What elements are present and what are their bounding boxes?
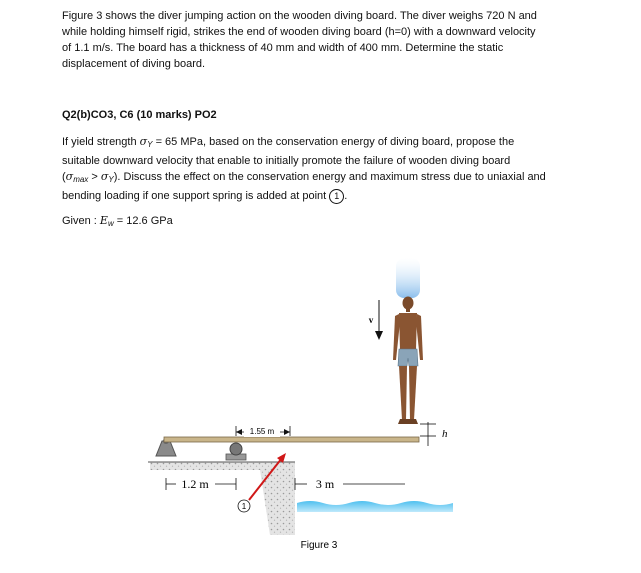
diver-feet: [398, 419, 418, 424]
diver-leg-left: [399, 366, 407, 420]
diver-shorts: [398, 349, 418, 366]
ground-platform: [150, 462, 295, 535]
dim-12-label: 1.2 m: [181, 477, 209, 491]
given-line: Given : $E_w = 12.6$ GPa: [62, 214, 173, 228]
diver-figure: [393, 297, 423, 425]
problem-line-4: displacement of diving board.: [62, 58, 206, 70]
diver-head: [403, 297, 414, 310]
question-header: Q2(b)CO3, C6 (10 marks) PO2: [62, 109, 217, 121]
question-line-3: $(\sigma_{max} > \sigma_Y)$. Discuss the effect on the conservation energy and maximum stress due to uniaxial and: [62, 170, 546, 184]
sigma-y-symbol: σ: [139, 135, 148, 148]
figure-caption: Figure 3: [300, 540, 338, 551]
question-line-1: If yield strength $\sigma_Y = 65$ MPa, based on the conservation energy of diving board, propose the: [62, 135, 515, 149]
diving-board: [164, 437, 419, 442]
velocity-label: v: [368, 315, 374, 325]
point-1-label: 1: [241, 502, 247, 511]
diver-torso: [399, 313, 417, 350]
dim-155-arrow-right: [284, 429, 290, 435]
dim-3-label: 3 m: [315, 477, 335, 491]
dim-155-label: 1.55 m: [249, 427, 275, 436]
diver-leg-right: [409, 366, 417, 420]
velocity-arrowhead: [375, 331, 383, 340]
roller-support: [230, 443, 242, 455]
problem-line-1: Figure 3 shows the diver jumping action on the wooden diving board. The diver weighs 720 N and: [62, 10, 537, 22]
problem-line-2: while holding himself rigid, strikes the end of wooden diving board (h=0) with a downward velocity: [62, 26, 536, 38]
dim-155-arrow-left: [236, 429, 242, 435]
problem-line-3: of 1.1 m/s. The board has a thickness of 40 mm and width of 400 mm. Determine the static: [62, 42, 504, 54]
water: [297, 501, 453, 512]
point-1-marker: 1: [329, 189, 344, 204]
question-line-2: suitable downward velocity that enable to initially promote the failure of wooden diving board: [62, 155, 511, 167]
diver-neck: [406, 308, 410, 312]
h-label: h: [442, 428, 448, 440]
diver-glow: [396, 258, 420, 298]
question-line-4: bending loading if one support spring is added at point 1 .: [62, 190, 348, 202]
